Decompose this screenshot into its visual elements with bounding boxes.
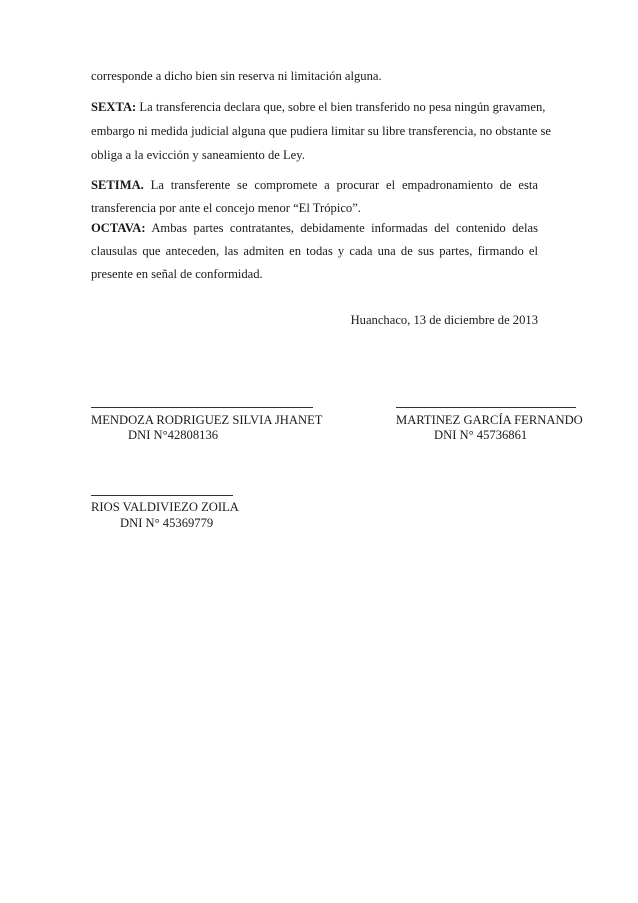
signature-name-2: MARTINEZ GARCÍA FERNANDO	[396, 413, 583, 427]
clause-setima-line-2: transferencia por ante el concejo menor “El Trópico”.	[91, 201, 361, 215]
signature-dni-2: DNI N° 45736861	[434, 428, 528, 442]
clause-octava-line-2: clausulas que anteceden, las admiten en todas y cada una de sus partes, firmando el	[91, 244, 538, 258]
clause-sexta-line-2: embargo ni medida judicial alguna que pudiera limitar su libre transferencia, no obstante se	[91, 124, 551, 138]
clause-setima-heading: SETIMA.	[91, 178, 144, 192]
clause-sexta-line-3: obliga a la evicción y saneamiento de Ley.	[91, 148, 305, 162]
signature-line-3	[91, 495, 233, 496]
clause-sexta-heading: SEXTA:	[91, 100, 137, 114]
signature-line-2	[396, 407, 576, 408]
intro-line: corresponde a dicho bien sin reserva ni limitación alguna.	[91, 69, 382, 83]
clause-sexta-line-1	[91, 99, 546, 115]
clause-setima-line-1	[91, 177, 538, 193]
signature-name-1: MENDOZA RODRIGUEZ SILVIA JHANET	[91, 413, 323, 427]
clause-octava-line-3: presente en señal de conformidad.	[91, 267, 263, 281]
clause-octava-heading: OCTAVA:	[91, 221, 146, 235]
clause-octava-text-1: Ambas partes contratantes, debidamente informadas del contenido delas	[151, 221, 538, 235]
signature-name-3: RIOS VALDIVIEZO ZOILA	[91, 500, 239, 514]
place-date: Huanchaco, 13 de diciembre de 2013	[350, 313, 538, 327]
clause-setima-text-1: La transferente se compromete a procurar el empadronamiento de esta	[150, 178, 538, 192]
signature-dni-3: DNI N° 45369779	[120, 516, 214, 530]
clause-octava-line-1	[91, 220, 538, 236]
signature-line-1	[91, 407, 313, 408]
clause-sexta-text-1: La transferencia declara que, sobre el bien transferido no pesa ningún gravamen,	[139, 100, 546, 114]
signature-dni-1: DNI N°42808136	[128, 428, 219, 442]
